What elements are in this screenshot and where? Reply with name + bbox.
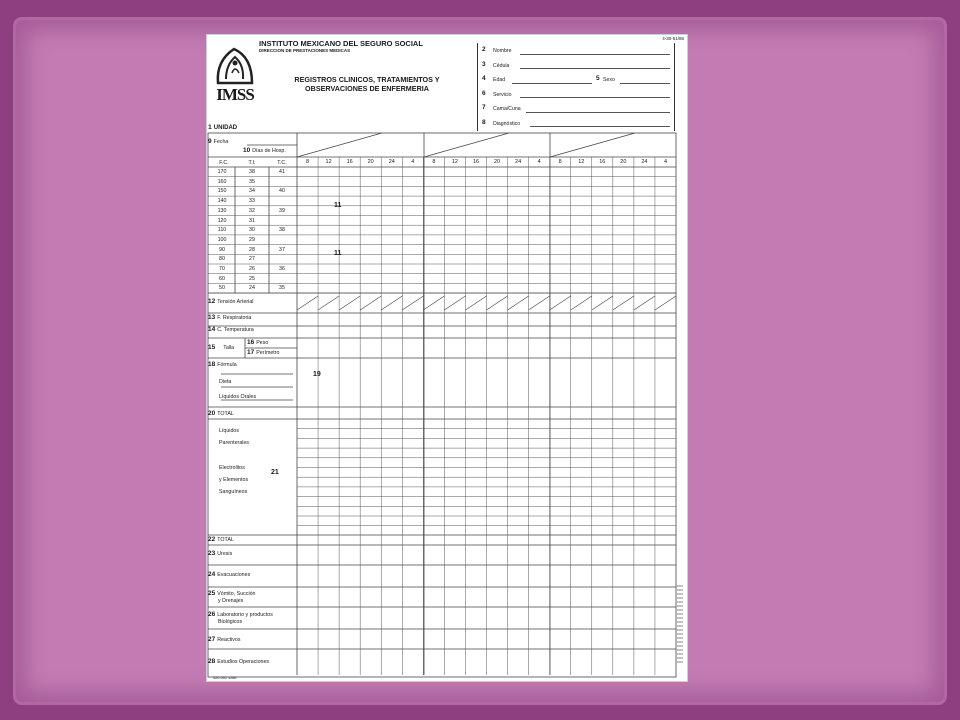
scale-value: 37 bbox=[279, 246, 285, 253]
hour-label: 24 bbox=[641, 159, 648, 165]
fc-header: F.C. bbox=[219, 160, 229, 166]
scale-value: 40 bbox=[279, 188, 285, 195]
scale-value: 24 bbox=[249, 285, 255, 292]
patient-field-cedula[interactable]: 3 Cédula bbox=[478, 58, 674, 73]
estudios-label: 28 Estudios Operaciones bbox=[208, 658, 270, 665]
liquidos-label: Líquidos bbox=[219, 428, 240, 434]
scale-value: 31 bbox=[249, 217, 255, 224]
scale-value: 130 bbox=[217, 207, 227, 214]
hour-label: 20 bbox=[620, 159, 627, 165]
dieta-label: Dieta bbox=[219, 379, 232, 385]
scale-value: 35 bbox=[279, 285, 285, 292]
scale-value: 90 bbox=[219, 246, 225, 253]
hour-label: 16 bbox=[472, 159, 480, 165]
marker-21: 21 bbox=[271, 469, 279, 476]
marker-19: 19 bbox=[313, 371, 321, 378]
uresis-label: 23 Uresis bbox=[208, 550, 233, 557]
hour-label: 12 bbox=[451, 159, 458, 165]
tc-header: T.C. bbox=[277, 160, 287, 166]
sanguineos-label: Sanguíneos bbox=[219, 489, 248, 495]
nursing-record-form bbox=[206, 34, 688, 682]
fecha-label: 9 Fecha bbox=[208, 138, 229, 145]
imss-logo: IMSS bbox=[212, 43, 258, 105]
scale-value: 29 bbox=[249, 236, 255, 243]
form-footer-code: 320-001 1286 bbox=[213, 676, 237, 680]
institution-name: INSTITUTO MEXICANO DEL SEGURO SOCIAL bbox=[259, 39, 423, 48]
ti-header: T.I. bbox=[248, 160, 256, 166]
formula-label: 18 Fórmula bbox=[208, 361, 237, 368]
scale-value: 50 bbox=[219, 285, 225, 292]
total-label-1: 20 TOTAL bbox=[208, 410, 234, 417]
patient-field-servicio[interactable]: 6 Servicio bbox=[478, 87, 674, 102]
tension-arterial-label: 12 Tensión Arterial bbox=[208, 298, 254, 305]
scale-value: 80 bbox=[219, 256, 225, 263]
scale-value: 140 bbox=[217, 198, 227, 205]
marker-11-b: 11 bbox=[334, 250, 342, 257]
scale-value: 26 bbox=[249, 266, 255, 272]
scale-value: 100 bbox=[217, 236, 227, 243]
peso-label: 16 Peso bbox=[247, 339, 269, 346]
electrolitos-label: Electrolitos bbox=[219, 465, 245, 471]
side-print-strip bbox=[677, 585, 683, 665]
evacuaciones-label: 24 Evacuaciones bbox=[208, 571, 251, 578]
hour-label: 20 bbox=[493, 159, 501, 165]
scale-value: 35 bbox=[249, 178, 255, 185]
temperatura-label: 14 C. Temperatura bbox=[208, 326, 254, 333]
scale-value: 34 bbox=[249, 188, 255, 195]
scale-value: 36 bbox=[279, 266, 285, 272]
scale-value: 28 bbox=[249, 246, 255, 253]
scale-value: 160 bbox=[217, 178, 227, 185]
hour-label: 16 bbox=[346, 159, 353, 165]
scale-value: 38 bbox=[279, 227, 285, 234]
scale-value: 38 bbox=[249, 169, 255, 175]
perimetro-label: 17 Perímetro bbox=[247, 349, 280, 356]
parenterales-label: Parenterales bbox=[219, 440, 250, 446]
hour-label: 4 bbox=[663, 159, 667, 165]
scale-value: 170 bbox=[217, 169, 227, 175]
patient-field-nombre[interactable]: 2 Nombre bbox=[478, 43, 674, 58]
elementos-label: y Elementos bbox=[219, 477, 249, 483]
hour-label: 4 bbox=[537, 159, 541, 165]
form-title: REGISTROS CLINICOS, TRATAMIENTOS Y OBSERVACIONES DE ENFERMERIA bbox=[294, 75, 440, 93]
scale-value: 33 bbox=[249, 198, 255, 205]
scale-value: 41 bbox=[279, 169, 285, 175]
patient-field-edad[interactable]: 4 Edad 5 Sexo bbox=[478, 72, 674, 87]
scale-value: 27 bbox=[249, 256, 255, 263]
scale-value: 25 bbox=[249, 275, 255, 282]
scale-value: 120 bbox=[217, 217, 227, 224]
reactivos-label: 27 Reactivos bbox=[208, 636, 241, 643]
dias-hosp-label: 10 Días de Hosp. bbox=[243, 147, 286, 154]
scale-value: 110 bbox=[217, 227, 227, 234]
hour-label: 24 bbox=[388, 159, 395, 165]
unidad-label: 1 UNIDAD bbox=[208, 124, 238, 131]
hour-label: 8 bbox=[305, 159, 310, 165]
liquidos-orales-label: Líquidos Orales bbox=[219, 394, 257, 400]
talla-label: 15 Talla bbox=[208, 344, 235, 351]
laboratorio-label: 26 Laboratorio y productos Biológicos bbox=[208, 611, 273, 625]
scale-value: 60 bbox=[219, 275, 225, 282]
scale-value: 150 bbox=[217, 188, 227, 195]
patient-field-diagnostico[interactable]: 8 Diagnóstico bbox=[478, 116, 674, 131]
hour-label: 12 bbox=[325, 159, 332, 165]
hour-label: 20 bbox=[367, 159, 374, 165]
hour-label: 16 bbox=[599, 159, 606, 165]
form-grid bbox=[207, 35, 688, 682]
hour-label: 12 bbox=[578, 159, 585, 165]
hour-label: 4 bbox=[411, 159, 415, 165]
scale-value: 30 bbox=[249, 227, 255, 234]
hour-label: 8 bbox=[432, 159, 436, 165]
form-code: 4-30-61/86 bbox=[662, 36, 684, 41]
frecuencia-respiratoria-label: 13 F. Respiratoria bbox=[208, 314, 252, 321]
patient-field-cama[interactable]: 7 Cama/Cuna bbox=[478, 101, 674, 116]
scale-value: 39 bbox=[279, 207, 285, 214]
scale-value: 70 bbox=[219, 266, 225, 272]
scale-value: 32 bbox=[249, 207, 255, 214]
hour-label: 8 bbox=[558, 159, 562, 165]
vomito-label: 25 Vómito, Succión y Drenajes bbox=[208, 590, 256, 604]
total-label-2: 22 TOTAL bbox=[208, 536, 234, 543]
direction-name: DIRECCION DE PRESTACIONES MEDICAS bbox=[259, 48, 351, 53]
hour-label: 24 bbox=[515, 159, 522, 165]
marker-11-a: 11 bbox=[334, 202, 342, 209]
